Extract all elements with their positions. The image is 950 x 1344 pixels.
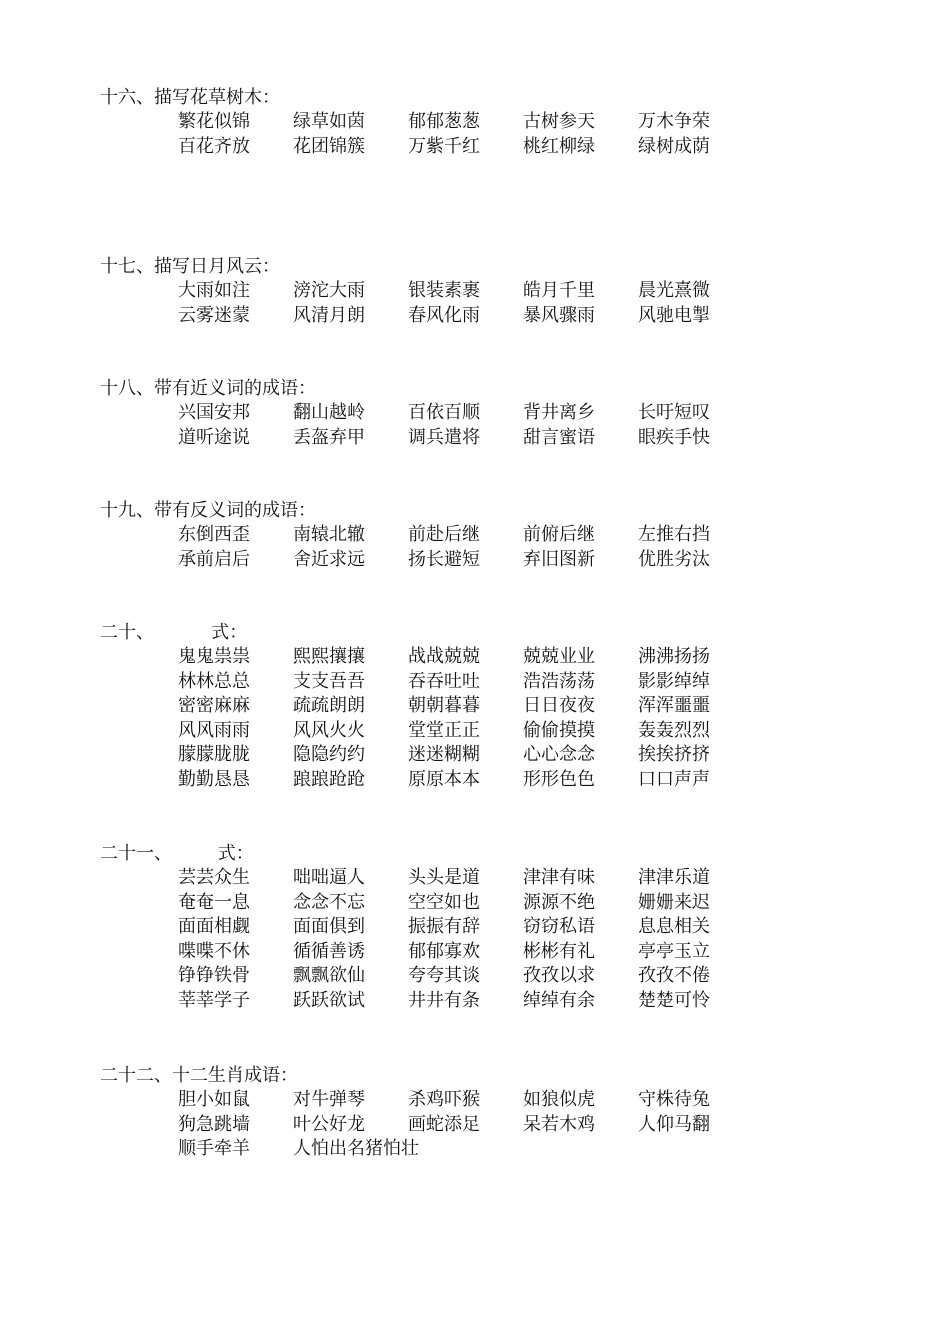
idiom: 林林总总 — [178, 670, 250, 692]
idiom: 繁花似锦 — [178, 111, 250, 132]
idiom: 云雾迷蒙 — [178, 304, 250, 326]
idiom: 优胜劣汰 — [638, 548, 710, 570]
idiom-row — [178, 426, 900, 451]
idiom: 绰绰有余 — [523, 989, 595, 1011]
idiom: 叶公好龙 — [293, 1113, 365, 1135]
idiom: 亭亭玉立 — [638, 940, 710, 962]
idiom-row — [178, 768, 900, 793]
idiom-row — [178, 743, 900, 768]
idiom: 大雨如注 — [178, 280, 250, 301]
idiom: 朦朦胧胧 — [178, 744, 250, 766]
idiom-row — [178, 1137, 900, 1162]
idiom: 兴国安邦 — [178, 402, 250, 423]
idiom: 铮铮铁骨 — [178, 965, 250, 987]
idiom: 古树参天 — [523, 111, 595, 132]
idiom: 空空如也 — [408, 891, 480, 913]
idiom: 人仰马翻 — [638, 1113, 710, 1135]
idiom-row — [178, 135, 900, 160]
idiom-row — [178, 866, 900, 891]
section-aabc-idioms — [100, 842, 900, 1014]
idiom-row — [178, 694, 900, 719]
section-antonym-idioms — [100, 499, 900, 572]
section-title: 十九、带有反义词的成语： — [100, 500, 316, 521]
idiom: 形形色色 — [523, 768, 595, 790]
idiom: 呆若木鸡 — [523, 1113, 595, 1135]
idiom: 南辕北辙 — [293, 524, 365, 545]
section-flowers-trees — [100, 86, 900, 159]
idiom: 风风雨雨 — [178, 719, 250, 741]
idiom: 前俯后继 — [523, 524, 595, 545]
idiom: 面面相觑 — [178, 916, 250, 938]
section-title: 十六、描写花草树木： — [100, 87, 280, 108]
idiom: 弃旧图新 — [523, 548, 595, 570]
idiom: 银装素裹 — [408, 280, 480, 301]
idiom: 眼疾手快 — [638, 426, 710, 448]
idiom: 丢盔弃甲 — [293, 426, 365, 448]
idiom-row — [178, 670, 900, 695]
idiom: 隐隐约约 — [293, 744, 365, 766]
idiom: 夸夸其谈 — [408, 965, 480, 987]
idiom: 万木争荣 — [638, 111, 710, 132]
idiom: 兢兢业业 — [523, 646, 595, 667]
idiom: 窃窃私语 — [523, 916, 595, 938]
idiom: 翻山越岭 — [293, 402, 365, 423]
idiom: 如狼似虎 — [523, 1089, 595, 1110]
idiom: 日日夜夜 — [523, 695, 595, 717]
idiom: 朝朝暮暮 — [408, 695, 480, 717]
idiom: 舍近求远 — [293, 548, 365, 570]
idiom-row — [178, 915, 900, 940]
idiom: 勤勤恳恳 — [178, 768, 250, 790]
idiom: 战战兢兢 — [408, 646, 480, 667]
section-title: 十七、描写日月风云： — [100, 256, 280, 277]
idiom: 头头是道 — [408, 867, 480, 888]
idiom: 守株待兔 — [638, 1089, 710, 1110]
idiom: 念念不忘 — [293, 891, 365, 913]
idiom: 津津有味 — [523, 867, 595, 888]
idiom-row — [178, 891, 900, 916]
section-synonym-idioms — [100, 377, 900, 450]
idiom: 井井有条 — [408, 989, 480, 1011]
idiom-row — [178, 719, 900, 744]
idiom: 晨光熹微 — [638, 280, 710, 301]
idiom: 息息相关 — [638, 916, 710, 938]
idiom: 咄咄逼人 — [293, 867, 365, 888]
idiom-row — [178, 304, 900, 329]
idiom: 浑浑噩噩 — [638, 695, 710, 717]
idiom: 迷迷糊糊 — [408, 744, 480, 766]
idiom-row — [178, 110, 900, 135]
section-sun-moon-wind-cloud — [100, 255, 900, 328]
idiom: 风清月朗 — [293, 304, 365, 326]
idiom-row — [178, 964, 900, 989]
idiom: 绿树成荫 — [638, 135, 710, 157]
idiom: 浩浩荡荡 — [523, 670, 595, 692]
section-zodiac-idioms — [100, 1064, 900, 1162]
section-title: 二十、 式： — [100, 622, 248, 643]
idiom-row — [178, 548, 900, 573]
idiom: 东倒西歪 — [178, 524, 250, 545]
idiom: 狗急跳墙 — [178, 1113, 250, 1135]
idiom: 堂堂正正 — [408, 719, 480, 741]
idiom: 花团锦簇 — [293, 135, 365, 157]
idiom: 承前启后 — [178, 548, 250, 570]
section-title: 十八、带有近义词的成语： — [100, 378, 316, 399]
idiom: 支支吾吾 — [293, 670, 365, 692]
idiom: 彬彬有礼 — [523, 940, 595, 962]
idiom: 桃红柳绿 — [523, 135, 595, 157]
idiom: 面面俱到 — [293, 916, 365, 938]
idiom: 百依百顺 — [408, 402, 480, 423]
idiom: 密密麻麻 — [178, 695, 250, 717]
section-title: 二十一、 式： — [100, 843, 254, 864]
idiom-row — [178, 1088, 900, 1113]
idiom: 长吁短叹 — [638, 402, 710, 423]
idiom: 前赴后继 — [408, 524, 480, 545]
idiom: 百花齐放 — [178, 135, 250, 157]
idiom: 轰轰烈烈 — [638, 719, 710, 741]
idiom-row — [178, 940, 900, 965]
idiom: 道听途说 — [178, 426, 250, 448]
idiom: 芸芸众生 — [178, 867, 250, 888]
idiom: 跃跃欲试 — [293, 989, 365, 1011]
idiom: 飘飘欲仙 — [293, 965, 365, 987]
idiom: 春风化雨 — [408, 304, 480, 326]
idiom: 左推右挡 — [638, 524, 710, 545]
idiom: 循循善诱 — [293, 940, 365, 962]
idiom: 顺手牵羊 — [178, 1138, 250, 1160]
idiom: 原原本本 — [408, 768, 480, 790]
idiom-row — [178, 523, 900, 548]
idiom: 偷偷摸摸 — [523, 719, 595, 741]
idiom: 滂沱大雨 — [293, 280, 365, 301]
idiom-row — [178, 989, 900, 1014]
idiom: 画蛇添足 — [408, 1113, 480, 1135]
idiom: 绿草如茵 — [293, 111, 365, 132]
idiom-row — [178, 279, 900, 304]
idiom-row — [178, 645, 900, 670]
idiom: 孜孜不倦 — [638, 965, 710, 987]
section-title: 二十二、十二生肖成语： — [100, 1065, 298, 1086]
idiom: 熙熙攘攘 — [293, 646, 365, 667]
idiom-row — [178, 1113, 900, 1138]
idiom: 口口声声 — [638, 768, 710, 790]
idiom: 鬼鬼祟祟 — [178, 646, 250, 667]
idiom: 莘莘学子 — [178, 989, 250, 1011]
idiom: 挨挨挤挤 — [638, 744, 710, 766]
idiom: 背井离乡 — [523, 402, 595, 423]
idiom: 孜孜以求 — [523, 965, 595, 987]
idiom: 风风火火 — [293, 719, 365, 741]
idiom: 甜言蜜语 — [523, 426, 595, 448]
idiom: 暴风骤雨 — [523, 304, 595, 326]
idiom: 沸沸扬扬 — [638, 646, 710, 667]
idiom: 楚楚可怜 — [638, 989, 710, 1011]
idiom: 胆小如鼠 — [178, 1089, 250, 1110]
idiom: 郁郁寡欢 — [408, 940, 480, 962]
idiom: 津津乐道 — [638, 867, 710, 888]
idiom: 喋喋不休 — [178, 940, 250, 962]
idiom: 踉踉跄跄 — [293, 768, 365, 790]
idiom-row — [178, 401, 900, 426]
idiom: 扬长避短 — [408, 548, 480, 570]
idiom: 万紫千红 — [408, 135, 480, 157]
idiom: 调兵遣将 — [408, 426, 480, 448]
idiom: 姗姗来迟 — [638, 891, 710, 913]
idiom: 疏疏朗朗 — [293, 695, 365, 717]
idiom: 人怕出名猪怕壮 — [293, 1138, 419, 1160]
idiom: 振振有辞 — [408, 916, 480, 938]
idiom: 心心念念 — [523, 744, 595, 766]
idiom: 杀鸡吓猴 — [408, 1089, 480, 1110]
idiom: 风驰电掣 — [638, 304, 710, 326]
idiom: 皓月千里 — [523, 280, 595, 301]
idiom: 吞吞吐吐 — [408, 670, 480, 692]
section-aabb-idioms — [100, 621, 900, 793]
idiom: 郁郁葱葱 — [408, 111, 480, 132]
idiom: 奄奄一息 — [178, 891, 250, 913]
idiom: 影影绰绰 — [638, 670, 710, 692]
idiom: 源源不绝 — [523, 891, 595, 913]
idiom: 对牛弹琴 — [293, 1089, 365, 1110]
